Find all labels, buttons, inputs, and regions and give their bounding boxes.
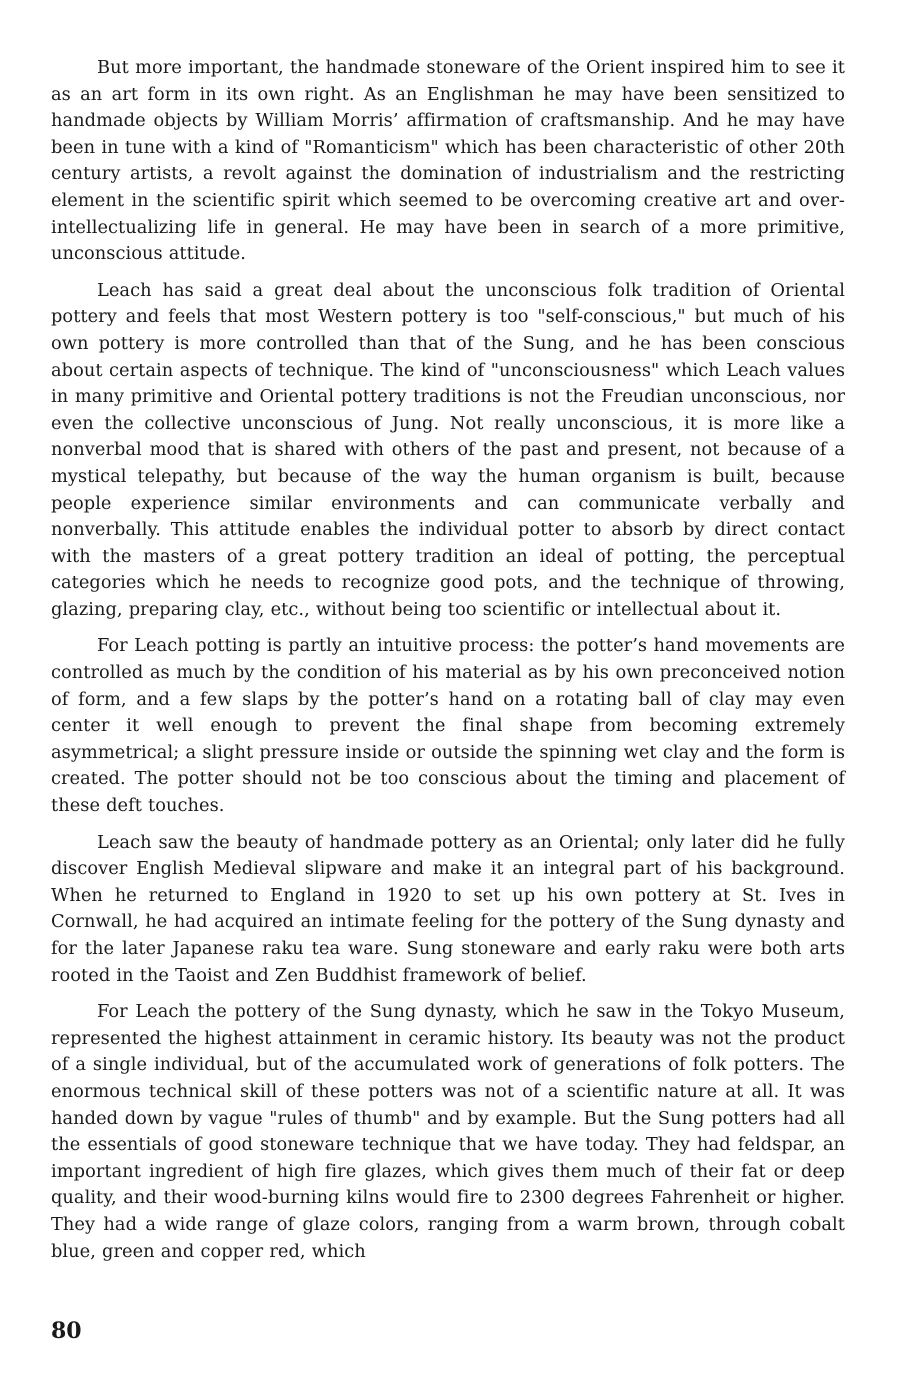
page-body — [51, 55, 845, 1275]
paragraph-2: Leach has said a great deal about the unconscious folk tradition of Oriental pottery and feels that most Western pottery is too "self-conscious," but much of his own pottery is more controlled than that of the Sung, and he has been conscious about certain aspects of technique. The kind of "unconsciousness" which Leach values in many primitive and Oriental pottery traditions is not the Freudian unconscious, nor even the collective unconscious of Jung. Not really unconscious, it is more like a nonverbal mood that is shared with others of the past and present, not because of a mystical telepathy, but because of the way the human organism is built, because people experience similar environments and can communicate verbally and nonverbally. This attitude enables the individual potter to absorb by direct contact with the masters of a great pottery tradition an ideal of potting, the perceptual categories which he needs to recognize good pots, and the technique of throwing, glazing, preparing clay, etc., without being too scientific or intellectual about it. — [51, 279, 845, 620]
page-number: 80 — [51, 1318, 82, 1344]
paragraph-4: Leach saw the beauty of handmade pottery as an Oriental; only later did he fully discover English Medieval slipware and make it an integral part of his background. When he returned to England in 1920 to set up his own pottery at St. Ives in Cornwall, he had acquired an intimate feeling for the pottery of the Sung dynasty and for the later Japanese raku tea ware. Sung stoneware and early raku were both arts rooted in the Taoist and Zen Buddhist framework of belief. — [51, 831, 845, 986]
paragraph-5: For Leach the pottery of the Sung dynasty, which he saw in the Tokyo Museum, represented the highest attainment in ceramic history. Its beauty was not the product of a single individual, but of the accumulated work of generations of folk potters. The enormous technical skill of these potters was not of a scientific nature at all. It was handed down by vague "rules of thumb" and by example. But the Sung potters had all the essentials of good stoneware technique that we have today. They had feldspar, an important ingredient of high fire glazes, which gives them much of their fat or deep quality, and their wood-burning kilns would fire to 2300 degrees Fahrenheit or higher. They had a wide range of glaze colors, ranging from a warm brown, through cobalt blue, green and copper red, which — [51, 1001, 845, 1262]
paragraph-1: But more important, the handmade stoneware of the Orient inspired him to see it as an art form in its own right. As an Englishman he may have been sensitized to handmade objects by William Morris’ affirmation of craftsmanship. And he may have been in tune with a kind of "Romanticism" which has been characteristic of other 20th century artists, a revolt against the domination of industrialism and the restricting element in the scientific spirit which seemed to be overcoming creative art and over-intellectualizing life in general. He may have been in search of a more primitive, unconscious attitude. — [51, 57, 845, 265]
paragraph-3: For Leach potting is partly an intuitive process: the potter’s hand movements are controlled as much by the condition of his material as by his own preconceived notion of form, and a few slaps by the potter’s hand on a rotating ball of clay may even center it well enough to prevent the final shape from becoming extremely asymmetrical; a slight pressure inside or outside the spinning wet clay and the form is created. The potter should not be too conscious about the timing and placement of these deft touches. — [51, 635, 845, 817]
